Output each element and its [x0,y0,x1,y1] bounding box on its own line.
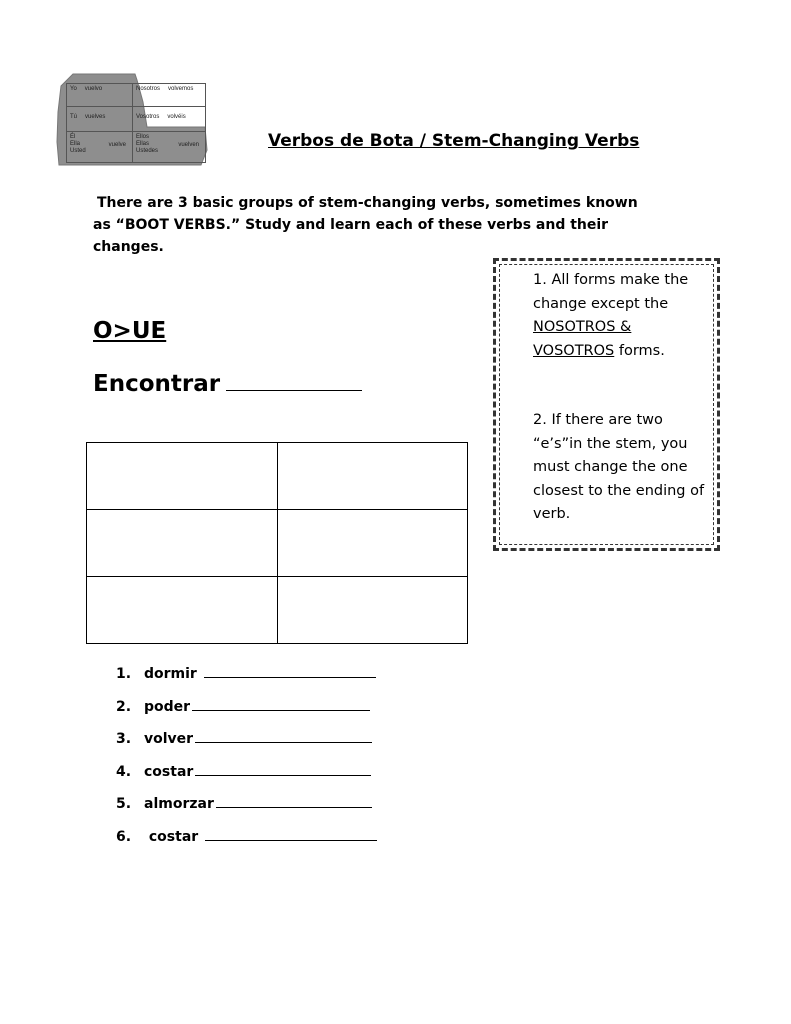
list-number: 1. [116,666,132,682]
conjugation-cell[interactable] [87,577,278,644]
boot-pronoun: Ustedes [136,148,159,154]
answer-blank[interactable] [192,697,370,711]
boot-pronoun: Tú [70,114,78,120]
intro-paragraph [93,192,693,258]
page-title: Verbos de Bota / Stem-Changing Verbs [268,131,640,151]
intro-line: changes. [93,239,164,255]
boot-cell-vosotros [133,107,205,132]
boot-cell-nosotros [133,84,205,107]
table-row [87,577,468,644]
list-verb: almorzar [144,796,214,812]
conjugation-cell[interactable] [277,577,468,644]
boot-verb-illustration [55,72,210,167]
answer-blank[interactable] [216,794,372,808]
spacer [533,363,707,409]
table-row [87,443,468,510]
boot-cell-ellos [133,132,205,162]
list-item [116,664,377,697]
section-heading: O>UE [93,318,167,344]
boot-cell-tu [67,107,133,132]
list-number: 3. [116,731,132,747]
answer-blank[interactable] [195,762,371,776]
rule-text: 1. All forms make the [533,272,689,288]
conjugation-table [86,442,468,644]
list-item [116,697,377,730]
list-item [116,762,377,795]
boot-pronoun: Él [70,134,76,140]
verb-practice-list [116,664,377,859]
list-verb: costar [144,763,194,780]
list-number: 6. [116,828,132,845]
rule-underlined-text: NOSOTROS & [533,319,632,335]
rule-text: forms. [614,342,665,359]
list-item [116,729,377,762]
boot-cell-yo [67,84,133,107]
boot-verb: vuelves [85,114,106,120]
rule-text: closest to the ending of [533,482,705,499]
conjugation-cell[interactable] [277,443,468,510]
boot-conjugation-grid [66,83,206,163]
list-number: 5. [116,796,132,812]
boot-pronoun: Nosotros [136,86,161,92]
answer-blank[interactable] [204,664,376,678]
answer-blank[interactable] [195,729,372,743]
rule-text: verb. [533,506,571,522]
boot-pronoun: Ella [70,141,81,147]
rule-underlined-text: VOSOTROS [533,342,615,359]
boot-pronoun: Ellas [136,141,150,147]
boot-verb: volvéis [167,114,186,120]
conjugation-cell[interactable] [277,510,468,577]
rule-text: change except the [533,295,669,312]
boot-cell-el [67,132,133,162]
rule-text: must change the one [533,459,688,475]
answer-blank[interactable] [205,827,377,841]
boot-verb: volvemos [168,86,194,92]
list-number: 4. [116,763,132,780]
list-item [116,827,377,860]
verb-label: Encontrar [93,371,221,397]
boot-pronoun: Usted [70,148,86,154]
boot-verb: vuelven [178,142,199,148]
intro-line: There are 3 basic groups of stem-changing verbs, sometimes known [97,195,638,211]
list-verb: dormir [144,666,202,682]
list-verb: costar [144,828,204,845]
boot-verb: vuelve [108,142,126,148]
boot-pronoun: Vosotros [136,114,160,120]
rule-text: 2. If there are two [533,412,663,428]
rule-text: “e’s”in the stem, you [533,435,688,452]
list-number: 2. [116,698,132,715]
verb-answer-blank[interactable] [226,372,362,391]
boot-verb: vuelvo [84,86,103,92]
verb-heading [93,371,362,397]
table-row [87,510,468,577]
list-verb: poder [144,698,191,715]
rule-text [533,340,707,364]
boot-pronoun: Yo [70,86,77,92]
boot-pronoun: Ellos [136,134,150,140]
intro-line: as “BOOT VERBS.” Study and learn each of these verbs and their [93,217,609,233]
list-verb: volver [144,731,194,747]
conjugation-cell[interactable] [87,443,278,510]
list-item [116,794,377,827]
rules-note-box [493,258,720,551]
conjugation-cell[interactable] [87,510,278,577]
